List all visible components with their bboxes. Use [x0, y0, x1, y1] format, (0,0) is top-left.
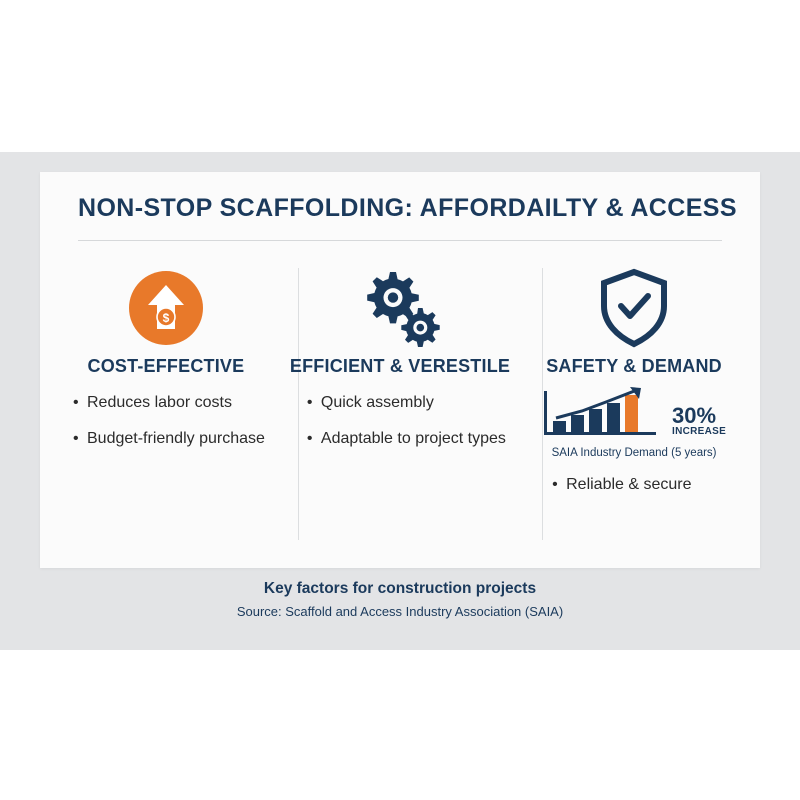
- column-efficient-versatile: [278, 262, 522, 552]
- list-item: • Budget-friendly purchase: [73, 427, 273, 451]
- stat-label: INCREASE: [672, 426, 727, 437]
- list-item: • Quick assembly: [307, 391, 527, 415]
- column-cost-effective: [54, 262, 278, 552]
- footer-source: Source: Scaffold and Access Industry Association (SAIA): [236, 604, 564, 619]
- column-safety-demand: [522, 262, 746, 552]
- chart-row: [539, 385, 729, 441]
- footer: [0, 580, 800, 619]
- upward-arrow-dollar-icon: [129, 262, 203, 354]
- svg-text:$: $: [162, 311, 170, 325]
- shield-check-glyph: [596, 266, 672, 350]
- column-heading-2: EFFICIENT & VERESTILE: [289, 356, 511, 376]
- orange-circle: [129, 271, 203, 345]
- stat-value: 30%: [672, 403, 717, 428]
- bullet-list-3: [516, 473, 752, 509]
- stat-callout: [672, 405, 726, 441]
- title-divider: [78, 240, 722, 241]
- arrow-dollar-glyph: [129, 271, 203, 345]
- column-heading-3: SAFETY & DEMAND: [546, 356, 722, 376]
- list-item: • Reliable & secure: [552, 473, 752, 497]
- demand-chart: [539, 385, 729, 459]
- gears-glyph: [352, 266, 448, 350]
- chart-caption: SAIA Industry Demand (5 years): [551, 447, 717, 459]
- gears-icon: [352, 262, 448, 354]
- bullet-list-1: [59, 391, 273, 463]
- list-item: • Adaptable to project types: [307, 427, 527, 451]
- column-heading-1: COST-EFFECTIVE: [87, 356, 245, 376]
- infographic-card: [40, 172, 760, 568]
- bar-chart-icon: [542, 385, 660, 441]
- page-title: NON-STOP SCAFFOLDING: AFFORDAILTY & ACCESS: [78, 194, 737, 222]
- columns-container: [54, 262, 746, 552]
- bullet-list-2: [273, 391, 527, 463]
- list-item: • Reduces labor costs: [73, 391, 273, 415]
- shield-check-icon: [596, 262, 672, 354]
- footer-title: Key factors for construction projects: [263, 580, 537, 597]
